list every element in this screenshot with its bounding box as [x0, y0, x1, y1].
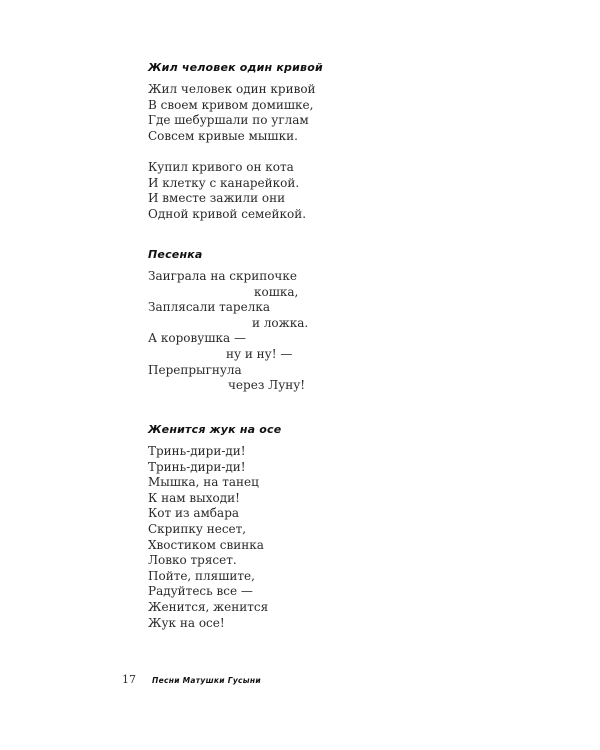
poem-line: Радуйтесь все — [148, 584, 253, 599]
poem-line: ну и ну! — [226, 346, 293, 361]
poem-line: И клетку с канарейкой. [148, 175, 300, 190]
poem-line: Одной кривой семейкой. [148, 206, 307, 221]
poem-line: И вместе зажили они [148, 191, 286, 206]
page-number: 17 [122, 673, 136, 686]
poem-line: А коровушка — [148, 331, 246, 346]
poem-line: Тринь-дири-ди! [148, 444, 246, 458]
poem-line: Женится, женится [148, 599, 269, 614]
poem-line: Заплясали тарелка [148, 300, 270, 315]
page-footer [122, 670, 261, 688]
poem-line: Хвостиком свинка [148, 537, 264, 552]
poem-line: кошка, [254, 284, 299, 299]
poem-line: Где шебуршали по углам [148, 113, 309, 128]
poem-line: К нам выходи! [148, 490, 240, 505]
poem-line: Пойте, пляшите, [148, 568, 255, 583]
poem-line: и ложка. [252, 315, 309, 330]
poem-line: через Луну! [228, 378, 306, 393]
poem-body [148, 269, 308, 394]
poem-body [148, 444, 268, 631]
poem-body [148, 82, 316, 222]
poem-line: Жук на осе! [148, 615, 225, 630]
poem-line: Совсем кривые мышки. [148, 128, 298, 143]
poem-line: Ловко трясет. [148, 553, 237, 568]
poem-title: Женится жук на осе [148, 423, 282, 436]
poem-line: Заиграла на скрипочке [148, 269, 297, 283]
stanza-gap [148, 144, 316, 160]
running-title: Песни Матушки Гусыни [152, 676, 261, 685]
poem-title: Песенка [148, 248, 203, 261]
poem-line: Жил человек один кривой [148, 82, 316, 96]
poem-line: В своем кривом домишке, [148, 97, 314, 112]
poem-line: Купил кривого он кота [148, 159, 294, 174]
poem-line: Тринь-дири-ди! [148, 459, 246, 474]
poem-line: Мышка, на танец [148, 475, 259, 490]
poem-line: Скрипку несет, [148, 521, 247, 536]
poem-title: Жил человек один кривой [148, 61, 323, 74]
poem-line: Кот из амбара [148, 506, 240, 521]
poem-line: Перепрыгнула [148, 362, 242, 377]
